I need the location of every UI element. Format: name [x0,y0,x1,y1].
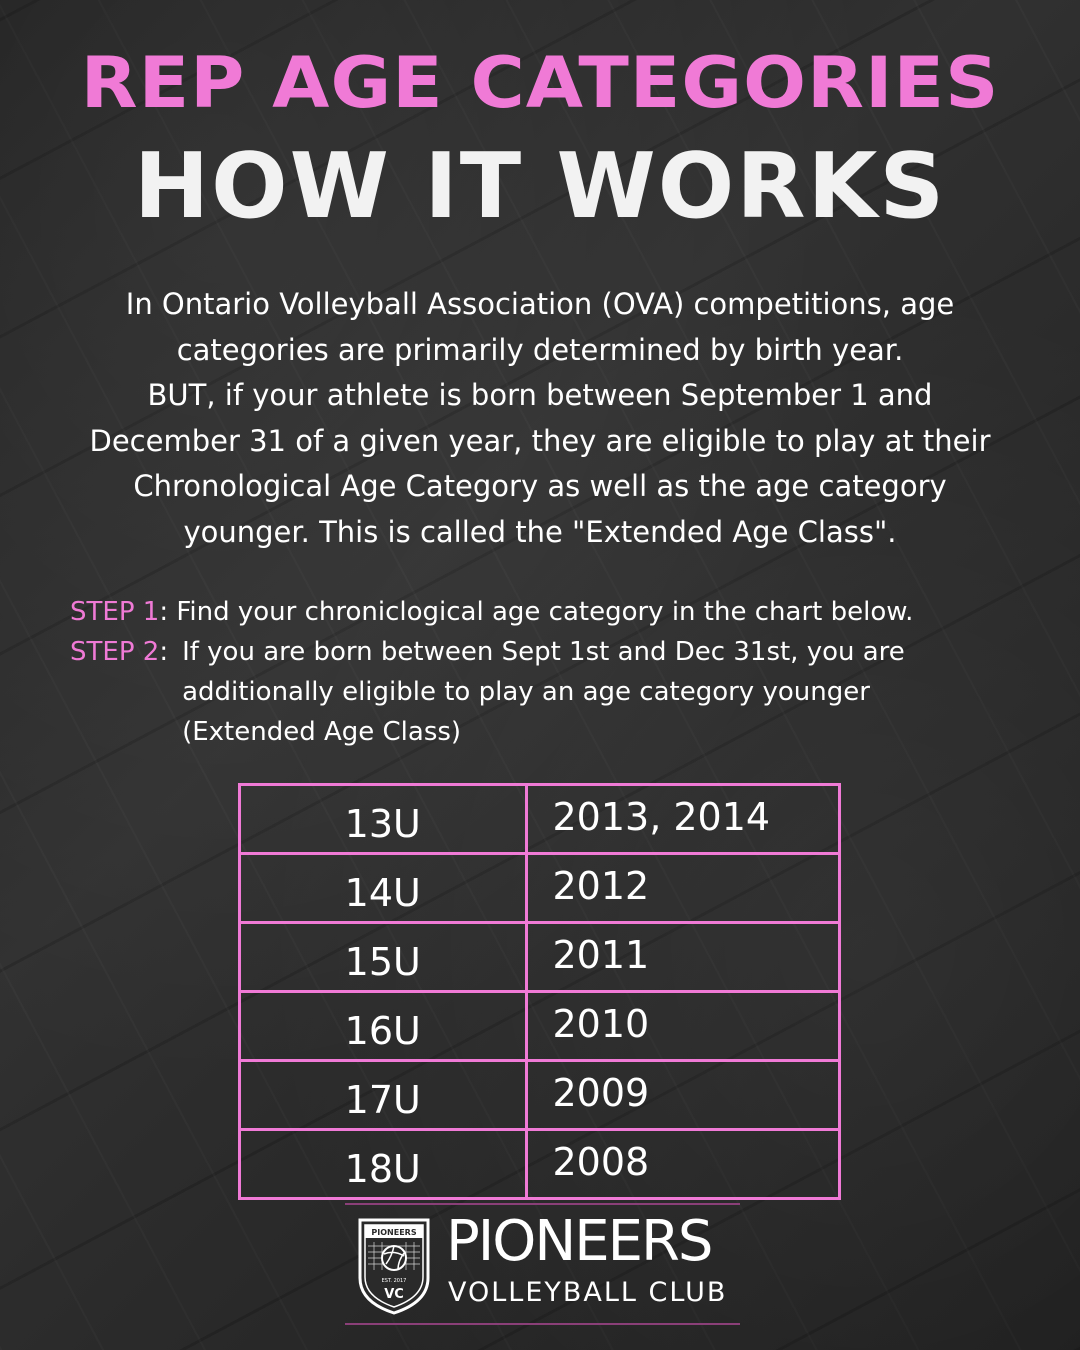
table-row [240,854,840,923]
table-row [240,1130,840,1199]
step-2 [70,632,1030,752]
step-1-text: : Find your chroniclogical age category in the chart below. [159,597,914,627]
shield-est-text: EST. 2017 [381,1278,407,1284]
table-row [240,992,840,1061]
birth-year-cell: 2011 [526,923,840,992]
intro-line: December 31 of a given year, they are eligible to play at their [89,423,991,458]
title-rep-age-categories: REP AGE CATEGORIES [80,42,1000,124]
intro-paragraph [40,282,1040,555]
intro-line: younger. This is called the "Extended Age Class". [183,514,897,549]
intro-line: categories are primarily determined by birth year. [176,332,904,367]
club-name: PIONEERS [446,1209,712,1274]
age-category-cell: 17U [240,1061,527,1130]
logo-divider-bottom [345,1323,740,1325]
age-category-cell: 16U [240,992,527,1061]
birth-year-cell: 2012 [526,854,840,923]
shield-monogram: VC [384,1287,404,1302]
age-category-table [238,783,841,1200]
shield-crest-icon [356,1216,432,1316]
age-category-cell: 18U [240,1130,527,1199]
step-2-label: STEP 2 [70,637,160,667]
intro-line: BUT, if your athlete is born between September 1 and [147,378,933,412]
birth-year-cell: 2010 [526,992,840,1061]
title-how-it-works: HOW IT WORKS [133,134,947,239]
step-2-colon: : [159,637,169,667]
intro-line: In Ontario Volleyball Association (OVA) competitions, age [125,287,955,321]
club-logo [356,1209,736,1314]
step-1-label: STEP 1 [70,597,160,627]
step-1 [70,592,1030,632]
table-row [240,785,840,854]
table-row [240,1061,840,1130]
birth-year-cell: 2008 [526,1130,840,1199]
table-row [240,923,840,992]
age-category-cell: 13U [240,785,527,854]
intro-line: Chronological Age Category as well as the age category [133,469,947,503]
steps-list [70,592,1030,752]
birth-year-cell: 2013, 2014 [526,785,840,854]
shield-top-text: PIONEERS [371,1228,417,1237]
step-2-text: If you are born between Sept 1st and Dec 31st, you are additionally eligible to play an age category younger (Extended Age Class) [182,637,905,747]
age-category-cell: 14U [240,854,527,923]
age-category-cell: 15U [240,923,527,992]
birth-year-cell: 2009 [526,1061,840,1130]
logo-divider-top [345,1203,740,1205]
club-subtitle: VOLLEYBALL CLUB [448,1277,728,1308]
